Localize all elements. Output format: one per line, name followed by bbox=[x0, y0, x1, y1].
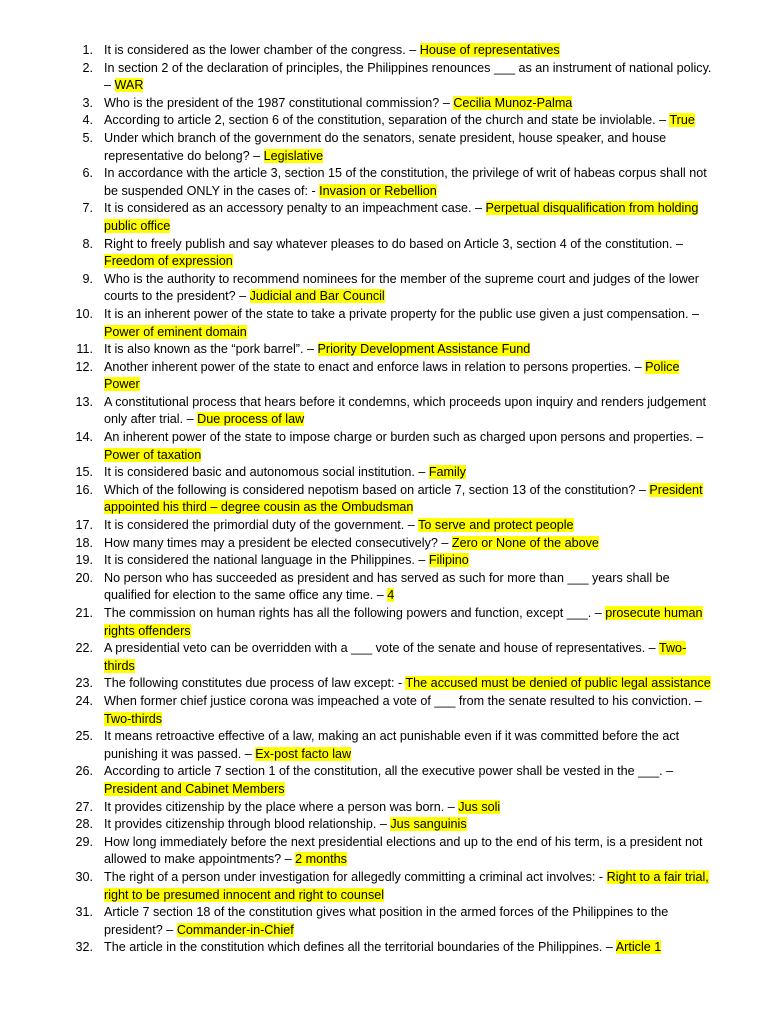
highlighted-answer: Jus sanguinis bbox=[390, 817, 467, 832]
highlighted-answer: Article 1 bbox=[615, 940, 662, 955]
list-item bbox=[66, 482, 712, 517]
question-text: In accordance with the article 3, section 15 of the constitution, the privilege of writ of habeas corpus shall not be suspended ONLY in the cases of: - bbox=[104, 166, 707, 198]
list-item bbox=[66, 552, 712, 570]
item-number: 19. bbox=[75, 553, 93, 568]
item-number: 16. bbox=[75, 482, 93, 497]
list-item bbox=[66, 904, 712, 939]
item-number: 32. bbox=[75, 940, 93, 955]
highlighted-answer: Jus soli bbox=[458, 799, 501, 814]
question-text: According to article 7 section 1 of the constitution, all the executive power shall be vested in the ___. – bbox=[104, 764, 674, 779]
item-number: 25. bbox=[75, 729, 93, 744]
item-text bbox=[104, 482, 712, 517]
item-text bbox=[104, 112, 712, 130]
question-text: It is considered the national language in the Philippines. – bbox=[104, 553, 429, 568]
item-text bbox=[104, 552, 712, 570]
question-text: It is considered basic and autonomous social institution. – bbox=[104, 465, 429, 480]
item-number: 14. bbox=[75, 430, 93, 445]
item-text bbox=[104, 693, 712, 728]
list-item bbox=[66, 464, 712, 482]
list-item bbox=[66, 693, 712, 728]
item-text bbox=[104, 429, 712, 464]
item-number: 24. bbox=[75, 693, 93, 708]
highlighted-answer: Power of eminent domain bbox=[104, 324, 247, 339]
item-text bbox=[104, 728, 712, 763]
question-text: It provides citizenship through blood relationship. – bbox=[104, 817, 391, 832]
list-item bbox=[66, 200, 712, 235]
question-text: Who is the president of the 1987 constitutional commission? – bbox=[104, 95, 454, 110]
question-text: The article in the constitution which defines all the territorial boundaries of the Philippines. – bbox=[104, 940, 616, 955]
item-text bbox=[104, 675, 712, 693]
item-number: 22. bbox=[75, 641, 93, 656]
item-text bbox=[104, 271, 712, 306]
highlighted-answer: Ex-post facto law bbox=[255, 746, 352, 761]
question-text: An inherent power of the state to impose charge or burden such as charged upon persons and properties. – bbox=[104, 430, 704, 445]
question-text: Who is the authority to recommend nominees for the member of the supreme court and judges of the lower courts to the president? – bbox=[104, 271, 700, 304]
highlighted-answer: Invasion or Rebellion bbox=[319, 183, 437, 198]
item-text bbox=[104, 799, 712, 817]
question-text: In section 2 of the declaration of principles, the Philippines renounces ___ as an instrument of national policy. – bbox=[104, 60, 712, 93]
question-text: It is considered as an accessory penalty to an impeachment case. – bbox=[104, 201, 486, 216]
question-text: A constitutional process that hears before it condemns, which proceeds upon inquiry and renders judgement only after trial. – bbox=[104, 394, 707, 427]
item-text bbox=[104, 570, 712, 605]
list-item bbox=[66, 517, 712, 535]
item-text bbox=[104, 605, 712, 640]
list-item bbox=[66, 341, 712, 359]
question-text: The right of a person under investigation for allegedly committing a criminal act involves: - bbox=[104, 869, 607, 884]
highlighted-answer: Filipino bbox=[428, 553, 469, 568]
list-item bbox=[66, 165, 712, 200]
item-text bbox=[104, 535, 712, 553]
question-text: It provides citizenship by the place where a person was born. – bbox=[104, 799, 459, 814]
item-number: 5. bbox=[82, 130, 93, 145]
highlighted-answer: Two-thirds bbox=[104, 711, 163, 726]
item-text bbox=[104, 95, 712, 113]
highlighted-answer: WAR bbox=[114, 78, 144, 93]
item-number: 12. bbox=[75, 359, 93, 374]
item-number: 1. bbox=[82, 43, 93, 57]
item-number: 20. bbox=[75, 570, 93, 585]
list-item bbox=[66, 394, 712, 429]
question-text: How long immediately before the next presidential elections and up to the end of his term, is a president not allowed to make appointments? – bbox=[104, 834, 703, 867]
item-number: 4. bbox=[82, 113, 93, 128]
list-item bbox=[66, 675, 712, 693]
highlighted-answer: Commander-in-Chief bbox=[176, 922, 294, 937]
list-item bbox=[66, 816, 712, 834]
question-text: Right to freely publish and say whatever pleases to do based on Article 3, section 4 of the constitution. – bbox=[104, 236, 683, 251]
highlighted-answer: Family bbox=[428, 465, 466, 480]
list-item bbox=[66, 939, 712, 957]
question-text: Another inherent power of the state to enact and enforce laws in relation to persons properties. – bbox=[104, 359, 646, 374]
item-text bbox=[104, 834, 712, 869]
item-text bbox=[104, 939, 712, 957]
list-item bbox=[66, 605, 712, 640]
list-item bbox=[66, 306, 712, 341]
question-text: Article 7 section 18 of the constitution gives what position in the armed forces of the Philippines to the president? – bbox=[104, 905, 669, 937]
list-item bbox=[66, 728, 712, 763]
question-list bbox=[66, 42, 712, 957]
item-text bbox=[104, 200, 712, 235]
highlighted-answer: True bbox=[669, 113, 695, 128]
list-item bbox=[66, 763, 712, 798]
list-item bbox=[66, 834, 712, 869]
item-text bbox=[104, 517, 712, 535]
list-item bbox=[66, 640, 712, 675]
highlighted-answer: prosecute human rights offenders bbox=[104, 606, 703, 638]
item-number: 30. bbox=[75, 869, 93, 884]
item-text bbox=[104, 165, 712, 200]
question-text: No person who has succeeded as president and has served as such for more than ___ years shall be qualified for election to the same office any time. – bbox=[104, 570, 670, 603]
list-item bbox=[66, 130, 712, 165]
highlighted-answer: Priority Development Assistance Fund bbox=[317, 342, 531, 357]
list-item bbox=[66, 271, 712, 306]
item-number: 29. bbox=[75, 834, 93, 849]
item-number: 17. bbox=[75, 518, 93, 533]
item-text bbox=[104, 640, 712, 675]
list-item bbox=[66, 42, 712, 60]
item-number: 28. bbox=[75, 817, 93, 832]
highlighted-answer: House of representatives bbox=[419, 43, 560, 57]
list-item bbox=[66, 570, 712, 605]
highlighted-answer: Legislative bbox=[263, 148, 324, 163]
question-text: It is an inherent power of the state to take a private property for the public use given a just compensation. – bbox=[104, 306, 700, 321]
highlighted-answer: Freedom of expression bbox=[104, 254, 233, 269]
item-number: 23. bbox=[75, 676, 93, 691]
question-text: The commission on human rights has all the following powers and function, except ___. – bbox=[104, 606, 606, 620]
item-text bbox=[104, 60, 712, 95]
list-item bbox=[66, 869, 712, 904]
item-number: 10. bbox=[75, 306, 93, 321]
item-number: 15. bbox=[75, 465, 93, 480]
question-text: A presidential veto can be overridden with a ___ vote of the senate and house of representatives. – bbox=[104, 641, 659, 656]
list-item bbox=[66, 535, 712, 553]
highlighted-answer: Judicial and Bar Council bbox=[249, 289, 385, 304]
item-number: 31. bbox=[75, 905, 93, 920]
list-item bbox=[66, 60, 712, 95]
question-text: Under which branch of the government do the senators, senate president, house speaker, and house representative do belong? – bbox=[104, 130, 667, 163]
list-item bbox=[66, 95, 712, 113]
item-text bbox=[104, 236, 712, 271]
highlighted-answer: To serve and protect people bbox=[418, 518, 574, 533]
highlighted-answer: Due process of law bbox=[197, 412, 305, 427]
highlighted-answer: The accused must be denied of public legal assistance bbox=[405, 676, 711, 691]
question-text: The following constitutes due process of law except: - bbox=[104, 676, 406, 691]
question-text: It is also known as the “pork barrel”. – bbox=[104, 342, 318, 357]
list-item bbox=[66, 429, 712, 464]
question-text: How many times may a president be elected consecutively? – bbox=[104, 535, 452, 550]
item-text bbox=[104, 359, 712, 394]
highlighted-answer: Zero or None of the above bbox=[451, 535, 599, 550]
item-number: 27. bbox=[75, 799, 93, 814]
item-text bbox=[104, 904, 712, 939]
item-number: 11. bbox=[76, 342, 93, 357]
item-text bbox=[104, 130, 712, 165]
question-text: When former chief justice corona was impeached a vote of ___ from the senate resulted to his conviction. – bbox=[104, 693, 702, 708]
item-number: 21. bbox=[75, 606, 93, 620]
list-item bbox=[66, 359, 712, 394]
question-text: It is considered as the lower chamber of the congress. – bbox=[104, 43, 420, 57]
highlighted-answer: Two-thirds bbox=[104, 641, 687, 673]
highlighted-answer: 4 bbox=[387, 588, 395, 603]
item-number: 9. bbox=[82, 271, 93, 286]
item-text bbox=[104, 394, 712, 429]
item-number: 13. bbox=[75, 394, 93, 409]
item-text bbox=[104, 816, 712, 834]
item-number: 7. bbox=[82, 201, 93, 216]
highlighted-answer: Police Power bbox=[104, 359, 680, 392]
item-number: 18. bbox=[75, 535, 93, 550]
highlighted-answer: President appointed his third – degree cousin as the Ombudsman bbox=[104, 482, 703, 515]
item-text bbox=[104, 763, 712, 798]
item-text bbox=[104, 42, 712, 60]
item-text bbox=[104, 464, 712, 482]
highlighted-answer: President and Cabinet Members bbox=[104, 781, 285, 796]
highlighted-answer: Right to a fair trial, right to be presumed innocent and right to counsel bbox=[104, 869, 709, 902]
question-text: According to article 2, section 6 of the constitution, separation of the church and state be inviolable. – bbox=[104, 113, 670, 128]
question-text: It is considered the primordial duty of the government. – bbox=[104, 518, 419, 533]
item-text bbox=[104, 341, 712, 359]
item-number: 2. bbox=[82, 60, 93, 75]
item-number: 6. bbox=[82, 166, 93, 181]
highlighted-answer: Cecilia Munoz-Palma bbox=[453, 95, 573, 110]
question-text: Which of the following is considered nepotism based on article 7, section 13 of the constitution? – bbox=[104, 482, 650, 497]
item-text bbox=[104, 306, 712, 341]
list-item bbox=[66, 112, 712, 130]
list-item bbox=[66, 236, 712, 271]
item-number: 3. bbox=[82, 95, 93, 110]
question-text: It means retroactive effective of a law, making an act punishable even if it was committed before the act punishing it was passed. – bbox=[104, 729, 680, 761]
item-number: 8. bbox=[82, 236, 93, 251]
highlighted-answer: Power of taxation bbox=[104, 447, 202, 462]
list-item bbox=[66, 799, 712, 817]
highlighted-answer: 2 months bbox=[295, 852, 347, 867]
item-number: 26. bbox=[75, 764, 93, 779]
item-text bbox=[104, 869, 712, 904]
highlighted-answer: Perpetual disqualification from holding public office bbox=[104, 201, 699, 233]
